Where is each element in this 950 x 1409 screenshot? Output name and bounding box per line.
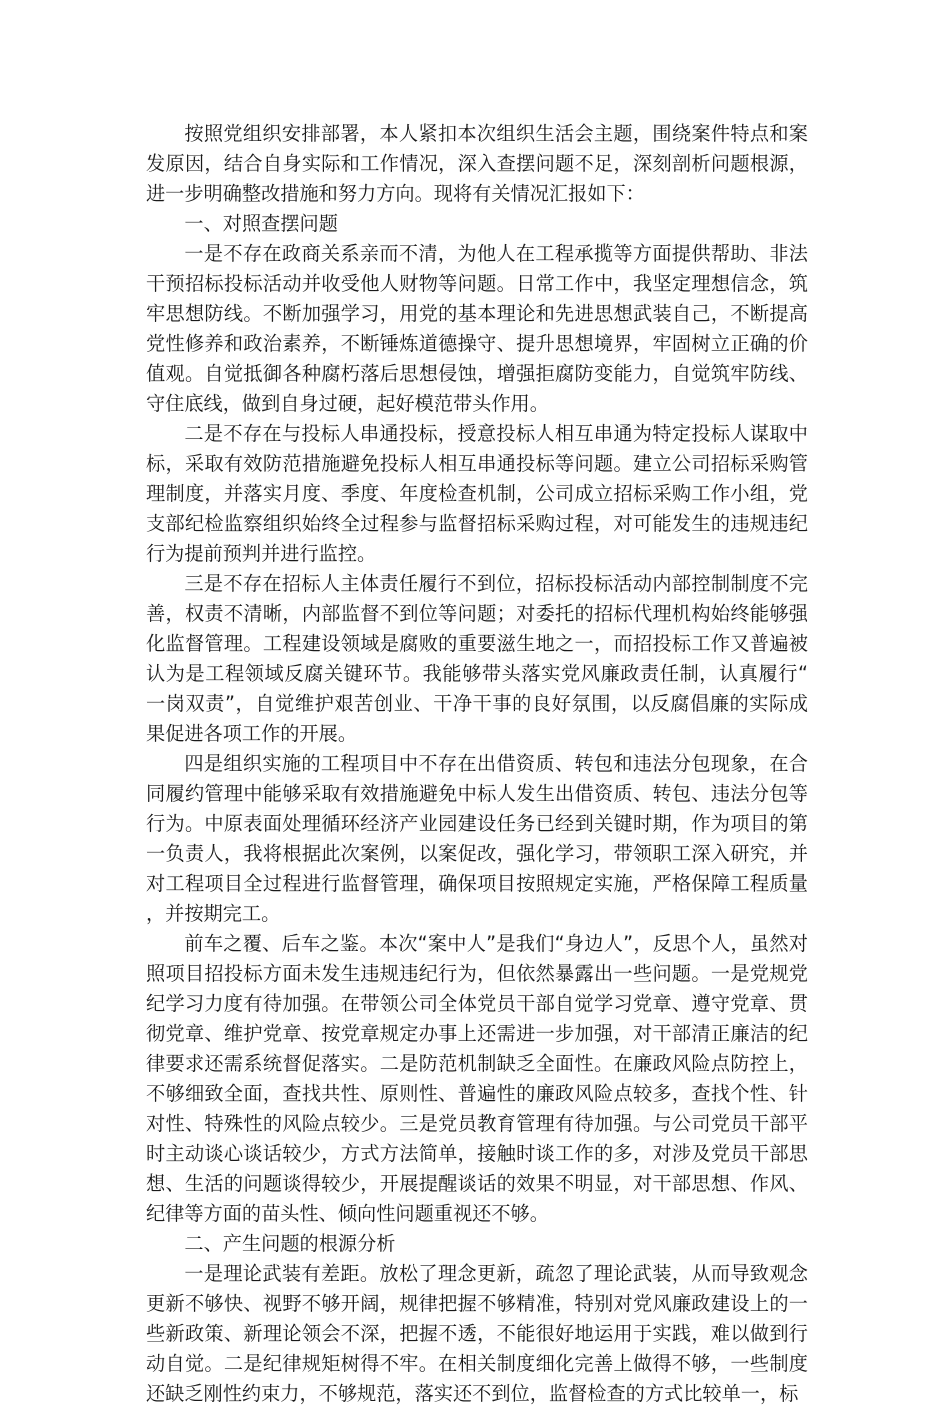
section-heading-1: 一、对照查摆问题 [184,212,338,235]
body-paragraph: 二是不存在与投标人串通投标，授意投标人相互串通为特定投标人谋取中标，采取有效防范措施避免投标人相互串通投标等问题。建立公司招标采购管理制度，并落实月度、季度、年度检查机制，公司成立招标采购工作小组，党支部纪检监察组织始终全过程参与监督招标采购过程，对可能发生的违规违纪行为提前预判并进行监控。 [146,422,808,565]
body-paragraph: 一是理论武装有差距。放松了理念更新，疏忽了理论武装，从而导致观念更新不够快、视野不够开阔，规律把握不够精准，特别对党风廉政建设上的一些新政策、新理论领会不深，把握不透，不能很好地运用于实践，难以做到行动自觉。二是纪律规矩树得不牢。在相关制度细化完善上做得不够，一些制度还缺乏刚性约束力，不够规范，落实还不到位，监督检查的方式比较单一，标 [146,1262,808,1405]
body-paragraph: 三是不存在招标人主体责任履行不到位，招标投标活动内部控制制度不完善，权责不清晰，内部监督不到位等问题；对委托的招标代理机构始终能够强化监督管理。工程建设领域是腐败的重要滋生地之一，而招投标工作又普遍被认为是工程领域反腐关键环节。我能够带头落实党风廉政责任制，认真履行“一岗双责”，自觉维护艰苦创业、干净干事的良好氛围，以反腐倡廉的实际成果促进各项工作的开展。 [146,572,808,745]
body-paragraph: 前车之覆、后车之鉴。本次“案中人”是我们“身边人”，反思个人，虽然对照项目招投标方面未发生违规违纪行为，但依然暴露出一些问题。一是党规党纪学习力度有待加强。在带领公司全体党员干部自觉学习党章、遵守党章、贯彻党章、维护党章、按党章规定办事上还需进一步加强，对干部清正廉洁的纪律要求还需系统督促落实。二是防范机制缺乏全面性。在廉政风险点防控上，不够细致全面，查找共性、原则性、普遍性的廉政风险点较多，查找个性、针对性、特殊性的风险点较少。三是党员教育管理有待加强。与公司党员干部平时主动谈心谈话较少，方式方法简单，接触时谈工作的多，对涉及党员干部思想、生活的问题谈得较少，开展提醒谈话的效果不明显，对干部思想、作风、纪律等方面的苗头性、倾向性问题重视还不够。 [146,932,808,1225]
document-page [146,119,808,1409]
section-heading-2: 二、产生问题的根源分析 [184,1232,396,1255]
intro-paragraph: 按照党组织安排部署，本人紧扣本次组织生活会主题，围绕案件特点和案发原因，结合自身实际和工作情况，深入查摆问题不足，深刻剖析问题根源，进一步明确整改措施和努力方向。现将有关情况汇报如下： [146,122,808,205]
body-paragraph: 一是不存在政商关系亲而不清，为他人在工程承揽等方面提供帮助、非法干预招标投标活动并收受他人财物等问题。日常工作中，我坚定理想信念，筑牢思想防线。不断加强学习，用党的基本理论和先进思想武装自己，不断提高党性修养和政治素养，不断锤炼道德操守、提升思想境界，牢固树立正确的价值观。自觉抵御各种腐朽落后思想侵蚀，增强拒腐防变能力，自觉筑牢防线、守住底线，做到自身过硬，起好模范带头作用。 [146,242,808,415]
body-paragraph: 四是组织实施的工程项目中不存在出借资质、转包和违法分包现象，在合同履约管理中能够采取有效措施避免中标人发生出借资质、转包、违法分包等行为。中原表面处理循环经济产业园建设任务已经到关键时期，作为项目的第一负责人，我将根据此次案例，以案促改，强化学习，带领职工深入研究，并对工程项目全过程进行监督管理，确保项目按照规定实施，严格保障工程质量，并按期完工。 [146,752,808,925]
